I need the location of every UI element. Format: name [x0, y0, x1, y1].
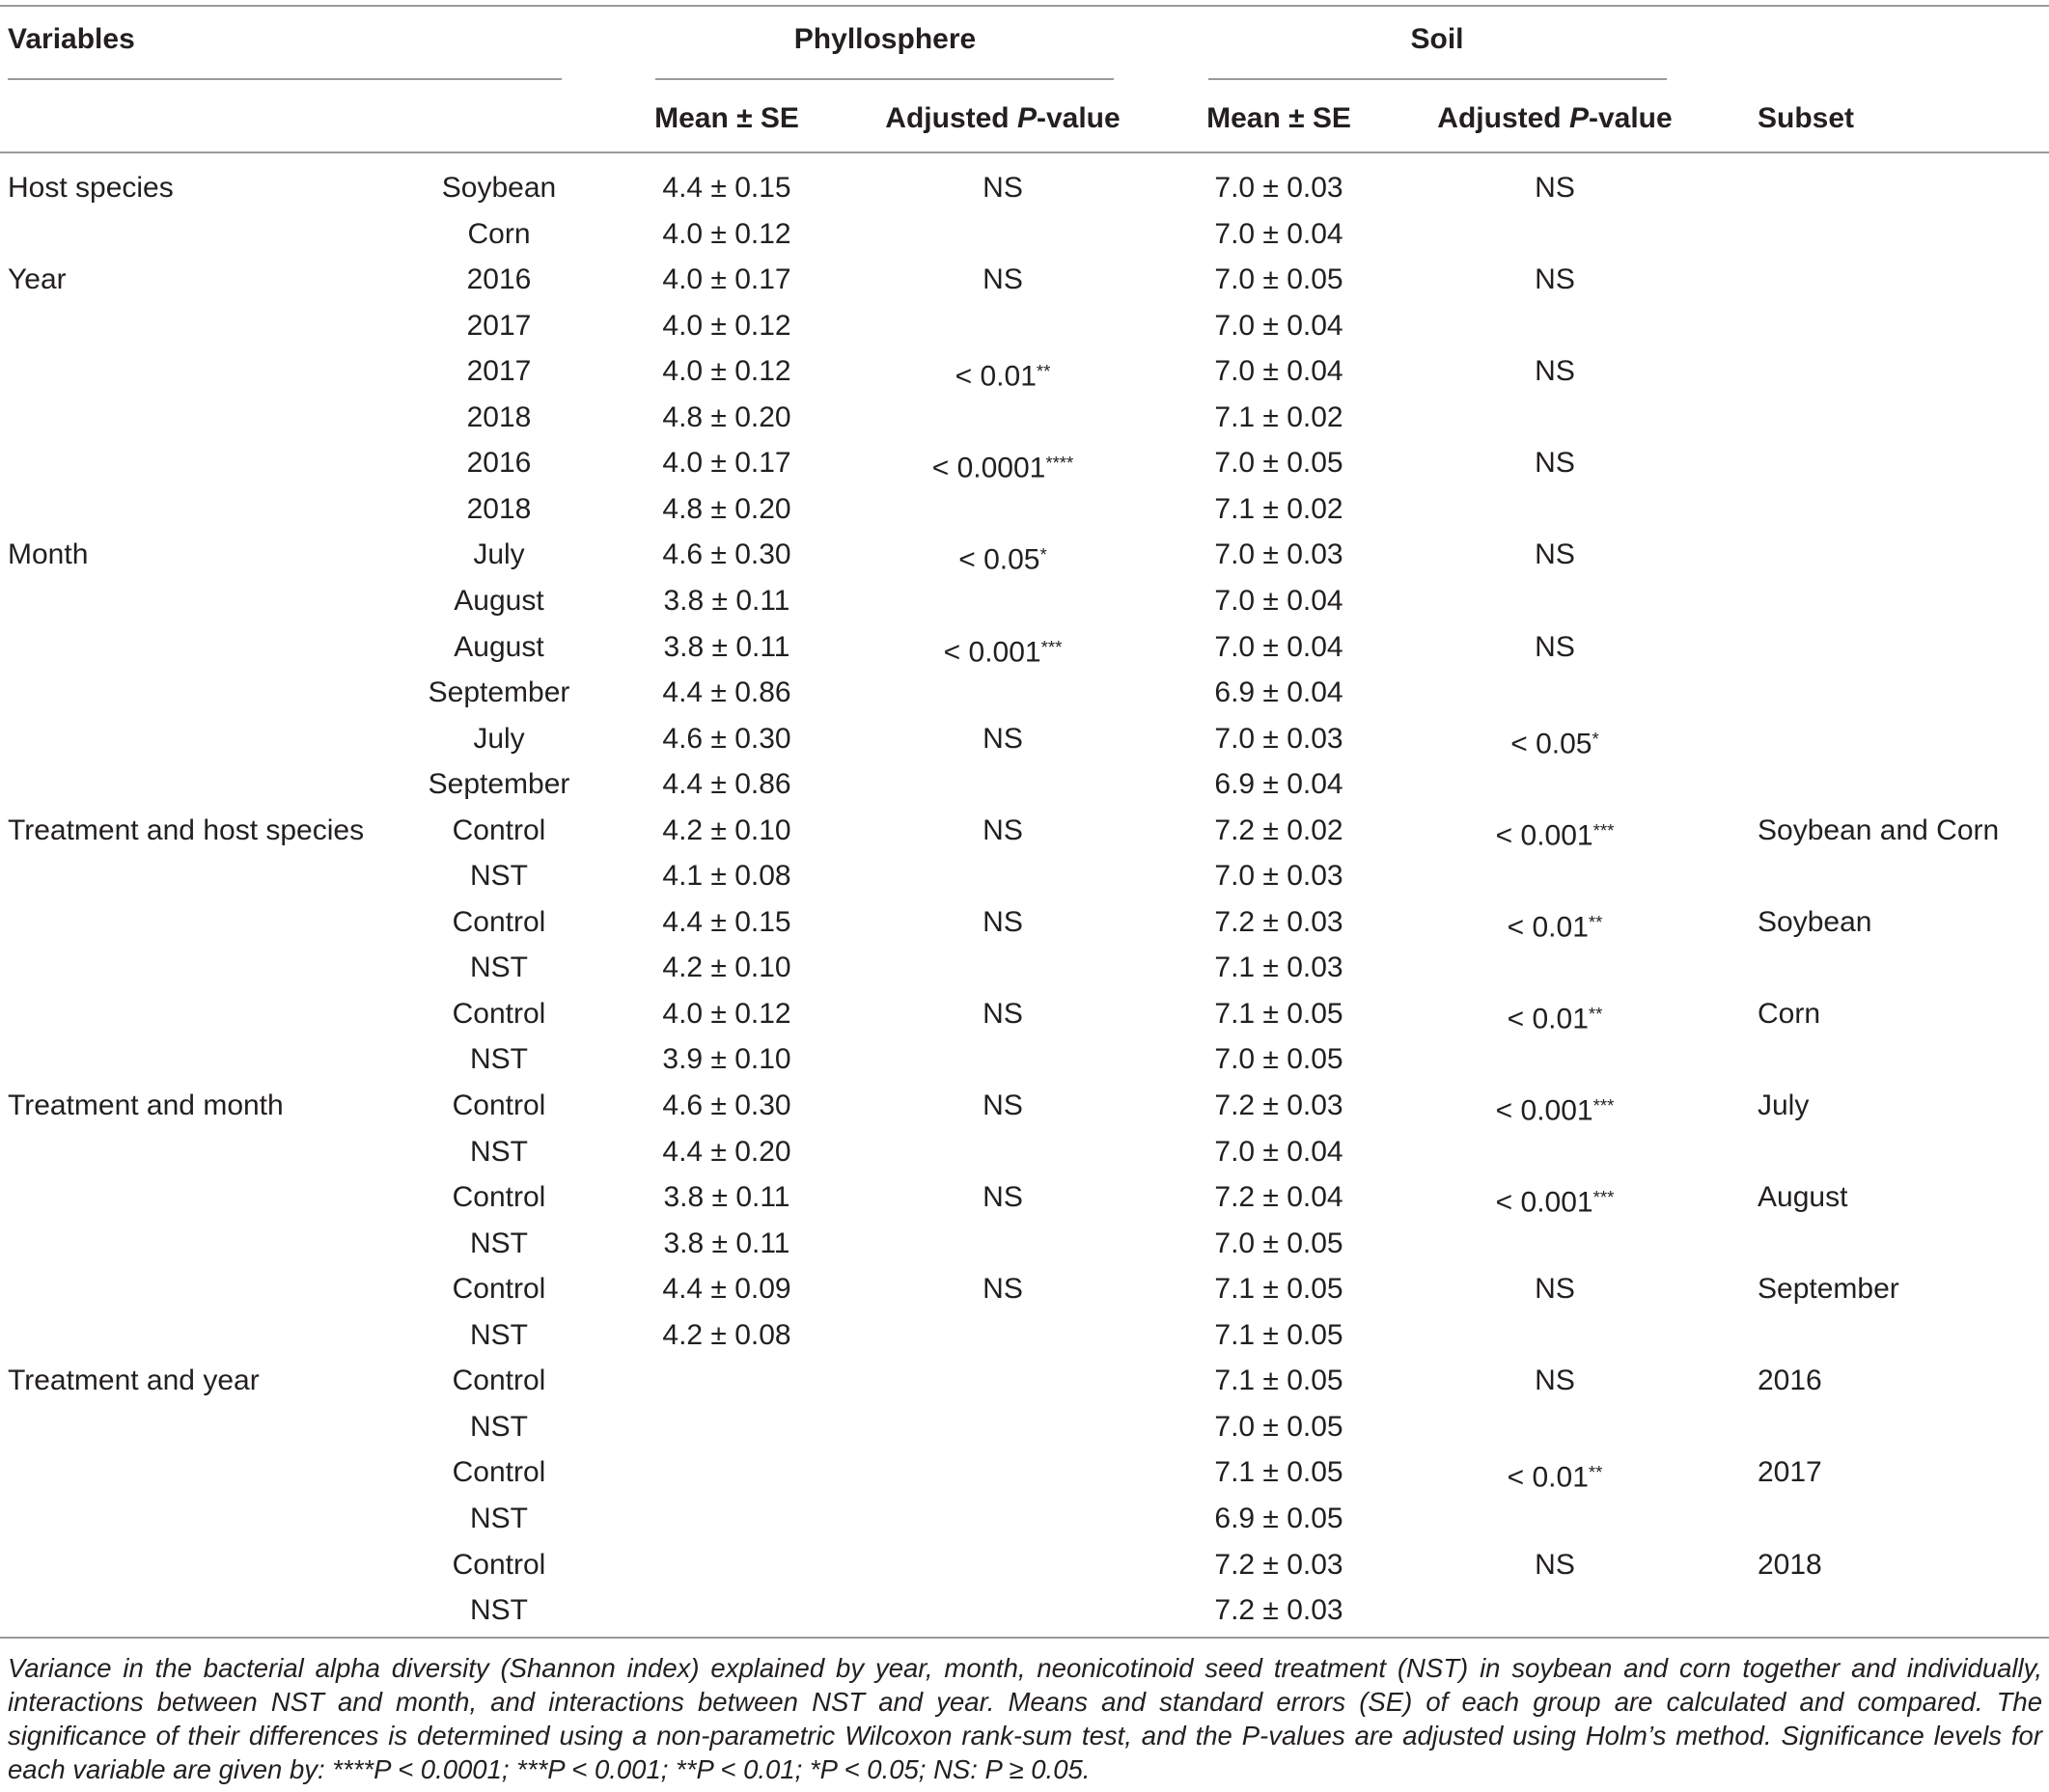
cell-group: NST	[470, 860, 528, 893]
cell-soil-pvalue: < 0.01**	[1507, 1461, 1603, 1494]
cell-group: NST	[470, 1594, 528, 1627]
header-soil-pvalue-p: P	[1568, 102, 1589, 134]
cell-soil-pvalue: < 0.01**	[1507, 1003, 1603, 1035]
cell-group: Control	[452, 1273, 546, 1306]
cell-group: Control	[452, 813, 546, 846]
cell-phyllo-pvalue: NS	[983, 813, 1023, 846]
cell-phyllo-mean: 4.0 ± 0.17	[662, 263, 791, 296]
cell-soil-mean: 7.1 ± 0.05	[1214, 997, 1343, 1030]
cell-soil-pvalue: < 0.001***	[1495, 819, 1615, 852]
cell-soil-mean: 7.0 ± 0.05	[1214, 263, 1343, 296]
cell-phyllo-pvalue: NS	[983, 1273, 1023, 1306]
cell-soil-pvalue: NS	[1535, 263, 1575, 296]
cell-phyllo-mean: 4.2 ± 0.10	[662, 951, 791, 984]
top-rule	[0, 5, 2049, 7]
cell-phyllo-pvalue: NS	[983, 997, 1023, 1030]
cell-group: Soybean	[441, 172, 557, 204]
cell-group: September	[428, 676, 570, 709]
table-bottom-rule	[0, 1637, 2049, 1639]
cell-soil-mean: 7.0 ± 0.03	[1214, 860, 1343, 893]
cell-group: Control	[452, 905, 546, 938]
cell-phyllo-mean: 3.8 ± 0.11	[663, 630, 790, 663]
cell-soil-mean: 7.0 ± 0.05	[1214, 1227, 1343, 1259]
cell-soil-mean: 7.0 ± 0.05	[1214, 1043, 1343, 1076]
cell-variable: Treatment and host species	[8, 813, 365, 846]
phyllosphere-underline	[655, 78, 1114, 80]
cell-group: July	[473, 538, 525, 571]
header-soil-pvalue-prefix: Adjusted	[1437, 102, 1569, 134]
cell-phyllo-mean: 4.6 ± 0.30	[662, 722, 791, 755]
cell-subset: Soybean and Corn	[1758, 813, 2000, 846]
header-phyllo-pvalue-prefix: Adjusted	[885, 102, 1017, 134]
cell-soil-mean: 7.1 ± 0.05	[1214, 1273, 1343, 1306]
cell-soil-pvalue: NS	[1535, 355, 1575, 388]
cell-group: Control	[452, 1089, 546, 1121]
cell-soil-mean: 7.1 ± 0.05	[1214, 1318, 1343, 1351]
cell-soil-mean: 7.2 ± 0.03	[1214, 1594, 1343, 1627]
cell-soil-mean: 7.0 ± 0.03	[1214, 722, 1343, 755]
cell-soil-pvalue: NS	[1535, 172, 1575, 204]
cell-phyllo-mean: 4.2 ± 0.08	[662, 1318, 791, 1351]
cell-soil-mean: 6.9 ± 0.05	[1214, 1502, 1343, 1534]
cell-soil-mean: 6.9 ± 0.04	[1214, 676, 1343, 709]
cell-phyllo-mean: 4.4 ± 0.86	[662, 676, 791, 709]
header-phyllo-pvalue-p: P	[1016, 102, 1037, 134]
cell-group: July	[473, 722, 525, 755]
cell-soil-mean: 7.2 ± 0.02	[1214, 813, 1343, 846]
cell-group: NST	[470, 1318, 528, 1351]
cell-phyllo-mean: 4.8 ± 0.20	[662, 492, 791, 525]
cell-subset: 2018	[1758, 1548, 1822, 1581]
cell-soil-pvalue: < 0.01**	[1507, 911, 1603, 944]
cell-subset: 2016	[1758, 1365, 1822, 1397]
cell-soil-mean: 6.9 ± 0.04	[1214, 768, 1343, 801]
cell-phyllo-mean: 4.6 ± 0.30	[662, 538, 791, 571]
cell-phyllo-pvalue: NS	[983, 1181, 1023, 1214]
cell-phyllo-mean: 3.8 ± 0.11	[663, 584, 790, 617]
cell-group: 2017	[466, 355, 532, 388]
cell-soil-pvalue: NS	[1535, 447, 1575, 480]
cell-soil-mean: 7.1 ± 0.05	[1214, 1365, 1343, 1397]
header-bottom-rule	[0, 152, 2049, 153]
cell-group: NST	[470, 1135, 528, 1168]
cell-soil-pvalue: NS	[1535, 538, 1575, 571]
cell-group: 2018	[466, 492, 532, 525]
cell-phyllo-pvalue: NS	[983, 905, 1023, 938]
cell-soil-mean: 7.2 ± 0.03	[1214, 1089, 1343, 1121]
header-phyllo-pvalue	[885, 101, 1120, 136]
cell-phyllo-pvalue: < 0.0001****	[931, 452, 1074, 484]
header-phyllo-mean: Mean ± SE	[654, 102, 799, 134]
cell-phyllo-pvalue: < 0.01**	[955, 360, 1051, 393]
header-subset: Subset	[1758, 102, 1855, 134]
cell-subset: July	[1758, 1089, 1810, 1121]
cell-phyllo-pvalue: < 0.001***	[943, 635, 1063, 668]
cell-variable: Treatment and month	[8, 1089, 284, 1121]
cell-phyllo-mean: 4.8 ± 0.20	[662, 400, 791, 433]
cell-group: 2018	[466, 400, 532, 433]
cell-soil-mean: 7.0 ± 0.04	[1214, 217, 1343, 250]
cell-soil-mean: 7.1 ± 0.02	[1214, 400, 1343, 433]
cell-subset: September	[1758, 1273, 1899, 1306]
header-soil-pvalue-suffix: -value	[1588, 102, 1673, 134]
cell-group: NST	[470, 1227, 528, 1259]
cell-subset: Soybean	[1758, 905, 1872, 938]
cell-phyllo-pvalue: NS	[983, 722, 1023, 755]
cell-soil-pvalue: NS	[1535, 1365, 1575, 1397]
cell-soil-mean: 7.0 ± 0.04	[1214, 584, 1343, 617]
cell-soil-mean: 7.0 ± 0.04	[1214, 355, 1343, 388]
cell-phyllo-mean: 4.4 ± 0.15	[662, 172, 791, 204]
cell-group: Control	[452, 1365, 546, 1397]
header-variables: Variables	[8, 23, 135, 55]
cell-group: September	[428, 768, 570, 801]
header-soil: Soil	[1410, 23, 1464, 55]
cell-phyllo-mean: 4.6 ± 0.30	[662, 1089, 791, 1121]
cell-phyllo-pvalue: NS	[983, 1089, 1023, 1121]
variables-underline	[8, 78, 562, 80]
cell-phyllo-mean: 4.0 ± 0.17	[662, 447, 791, 480]
cell-variable: Year	[8, 263, 67, 296]
cell-phyllo-mean: 3.8 ± 0.11	[663, 1227, 790, 1259]
cell-soil-mean: 7.0 ± 0.04	[1214, 309, 1343, 342]
cell-soil-mean: 7.2 ± 0.04	[1214, 1181, 1343, 1214]
cell-soil-mean: 7.2 ± 0.03	[1214, 905, 1343, 938]
cell-phyllo-pvalue: NS	[983, 263, 1023, 296]
cell-phyllo-mean: 4.2 ± 0.10	[662, 813, 791, 846]
header-phyllo-pvalue-suffix: -value	[1036, 102, 1121, 134]
cell-phyllo-mean: 4.4 ± 0.20	[662, 1135, 791, 1168]
cell-phyllo-mean: 4.0 ± 0.12	[662, 997, 791, 1030]
cell-phyllo-pvalue: NS	[983, 172, 1023, 204]
cell-phyllo-mean: 4.0 ± 0.12	[662, 309, 791, 342]
cell-soil-pvalue: NS	[1535, 1273, 1575, 1306]
cell-phyllo-pvalue: < 0.05*	[958, 543, 1047, 576]
cell-soil-pvalue: NS	[1535, 1548, 1575, 1581]
cell-soil-mean: 7.0 ± 0.05	[1214, 1410, 1343, 1443]
cell-subset: 2017	[1758, 1456, 1822, 1489]
cell-variable: Treatment and year	[8, 1365, 260, 1397]
cell-group: Control	[452, 1548, 546, 1581]
cell-phyllo-mean: 4.0 ± 0.12	[662, 355, 791, 388]
cell-soil-mean: 7.0 ± 0.03	[1214, 172, 1343, 204]
cell-phyllo-mean: 4.4 ± 0.15	[662, 905, 791, 938]
cell-soil-mean: 7.0 ± 0.04	[1214, 1135, 1343, 1168]
cell-soil-mean: 7.0 ± 0.03	[1214, 538, 1343, 571]
cell-subset: Corn	[1758, 997, 1821, 1030]
cell-soil-pvalue: < 0.001***	[1495, 1186, 1615, 1219]
cell-group: Control	[452, 1181, 546, 1214]
header-soil-pvalue	[1437, 101, 1672, 136]
cell-phyllo-mean: 4.4 ± 0.09	[662, 1273, 791, 1306]
cell-group: NST	[470, 951, 528, 984]
header-phyllosphere: Phyllosphere	[793, 23, 977, 55]
cell-group: August	[454, 630, 544, 663]
cell-group: Control	[452, 1456, 546, 1489]
cell-phyllo-mean: 3.9 ± 0.10	[662, 1043, 791, 1076]
cell-group: Corn	[467, 217, 531, 250]
cell-group: Control	[452, 997, 546, 1030]
cell-group: NST	[470, 1410, 528, 1443]
cell-soil-pvalue: < 0.001***	[1495, 1094, 1615, 1127]
cell-variable: Host species	[8, 172, 174, 204]
cell-subset: August	[1758, 1181, 1848, 1214]
cell-soil-mean: 7.1 ± 0.02	[1214, 492, 1343, 525]
cell-soil-mean: 7.1 ± 0.05	[1214, 1456, 1343, 1489]
cell-soil-pvalue: < 0.05*	[1510, 727, 1599, 759]
cell-group: 2016	[466, 263, 532, 296]
cell-group: 2017	[466, 309, 532, 342]
cell-phyllo-mean: 4.1 ± 0.08	[662, 860, 791, 893]
cell-group: NST	[470, 1502, 528, 1534]
cell-soil-pvalue: NS	[1535, 630, 1575, 663]
table-caption: Variance in the bacterial alpha diversity (Shannon index) explained by year, month, neonicotinoid seed treatment (NST) in soybean and corn together and individually, interactions between NST and month, and interactions between NST and year. Means and standard errors (SE) of each group are calculated and compared. The significance of their differences is determined using a non-parametric Wilcoxon rank-sum test, and the P-values are adjusted using Holm’s method. Significance levels for each variable are given by: ****P < 0.0001; ***P < 0.001; **P < 0.01; *P < 0.05; NS: P ≥ 0.05.	[8, 1653, 2042, 1784]
cell-soil-mean: 7.0 ± 0.04	[1214, 630, 1343, 663]
cell-phyllo-mean: 4.4 ± 0.86	[662, 768, 791, 801]
cell-soil-mean: 7.1 ± 0.03	[1214, 951, 1343, 984]
cell-phyllo-mean: 4.0 ± 0.12	[662, 217, 791, 250]
cell-soil-mean: 7.2 ± 0.03	[1214, 1548, 1343, 1581]
soil-underline	[1208, 78, 1667, 80]
cell-group: 2016	[466, 447, 532, 480]
cell-group: NST	[470, 1043, 528, 1076]
cell-phyllo-mean: 3.8 ± 0.11	[663, 1181, 790, 1214]
header-soil-mean: Mean ± SE	[1206, 102, 1351, 134]
cell-soil-mean: 7.0 ± 0.05	[1214, 447, 1343, 480]
cell-group: August	[454, 584, 544, 617]
cell-variable: Month	[8, 538, 89, 571]
